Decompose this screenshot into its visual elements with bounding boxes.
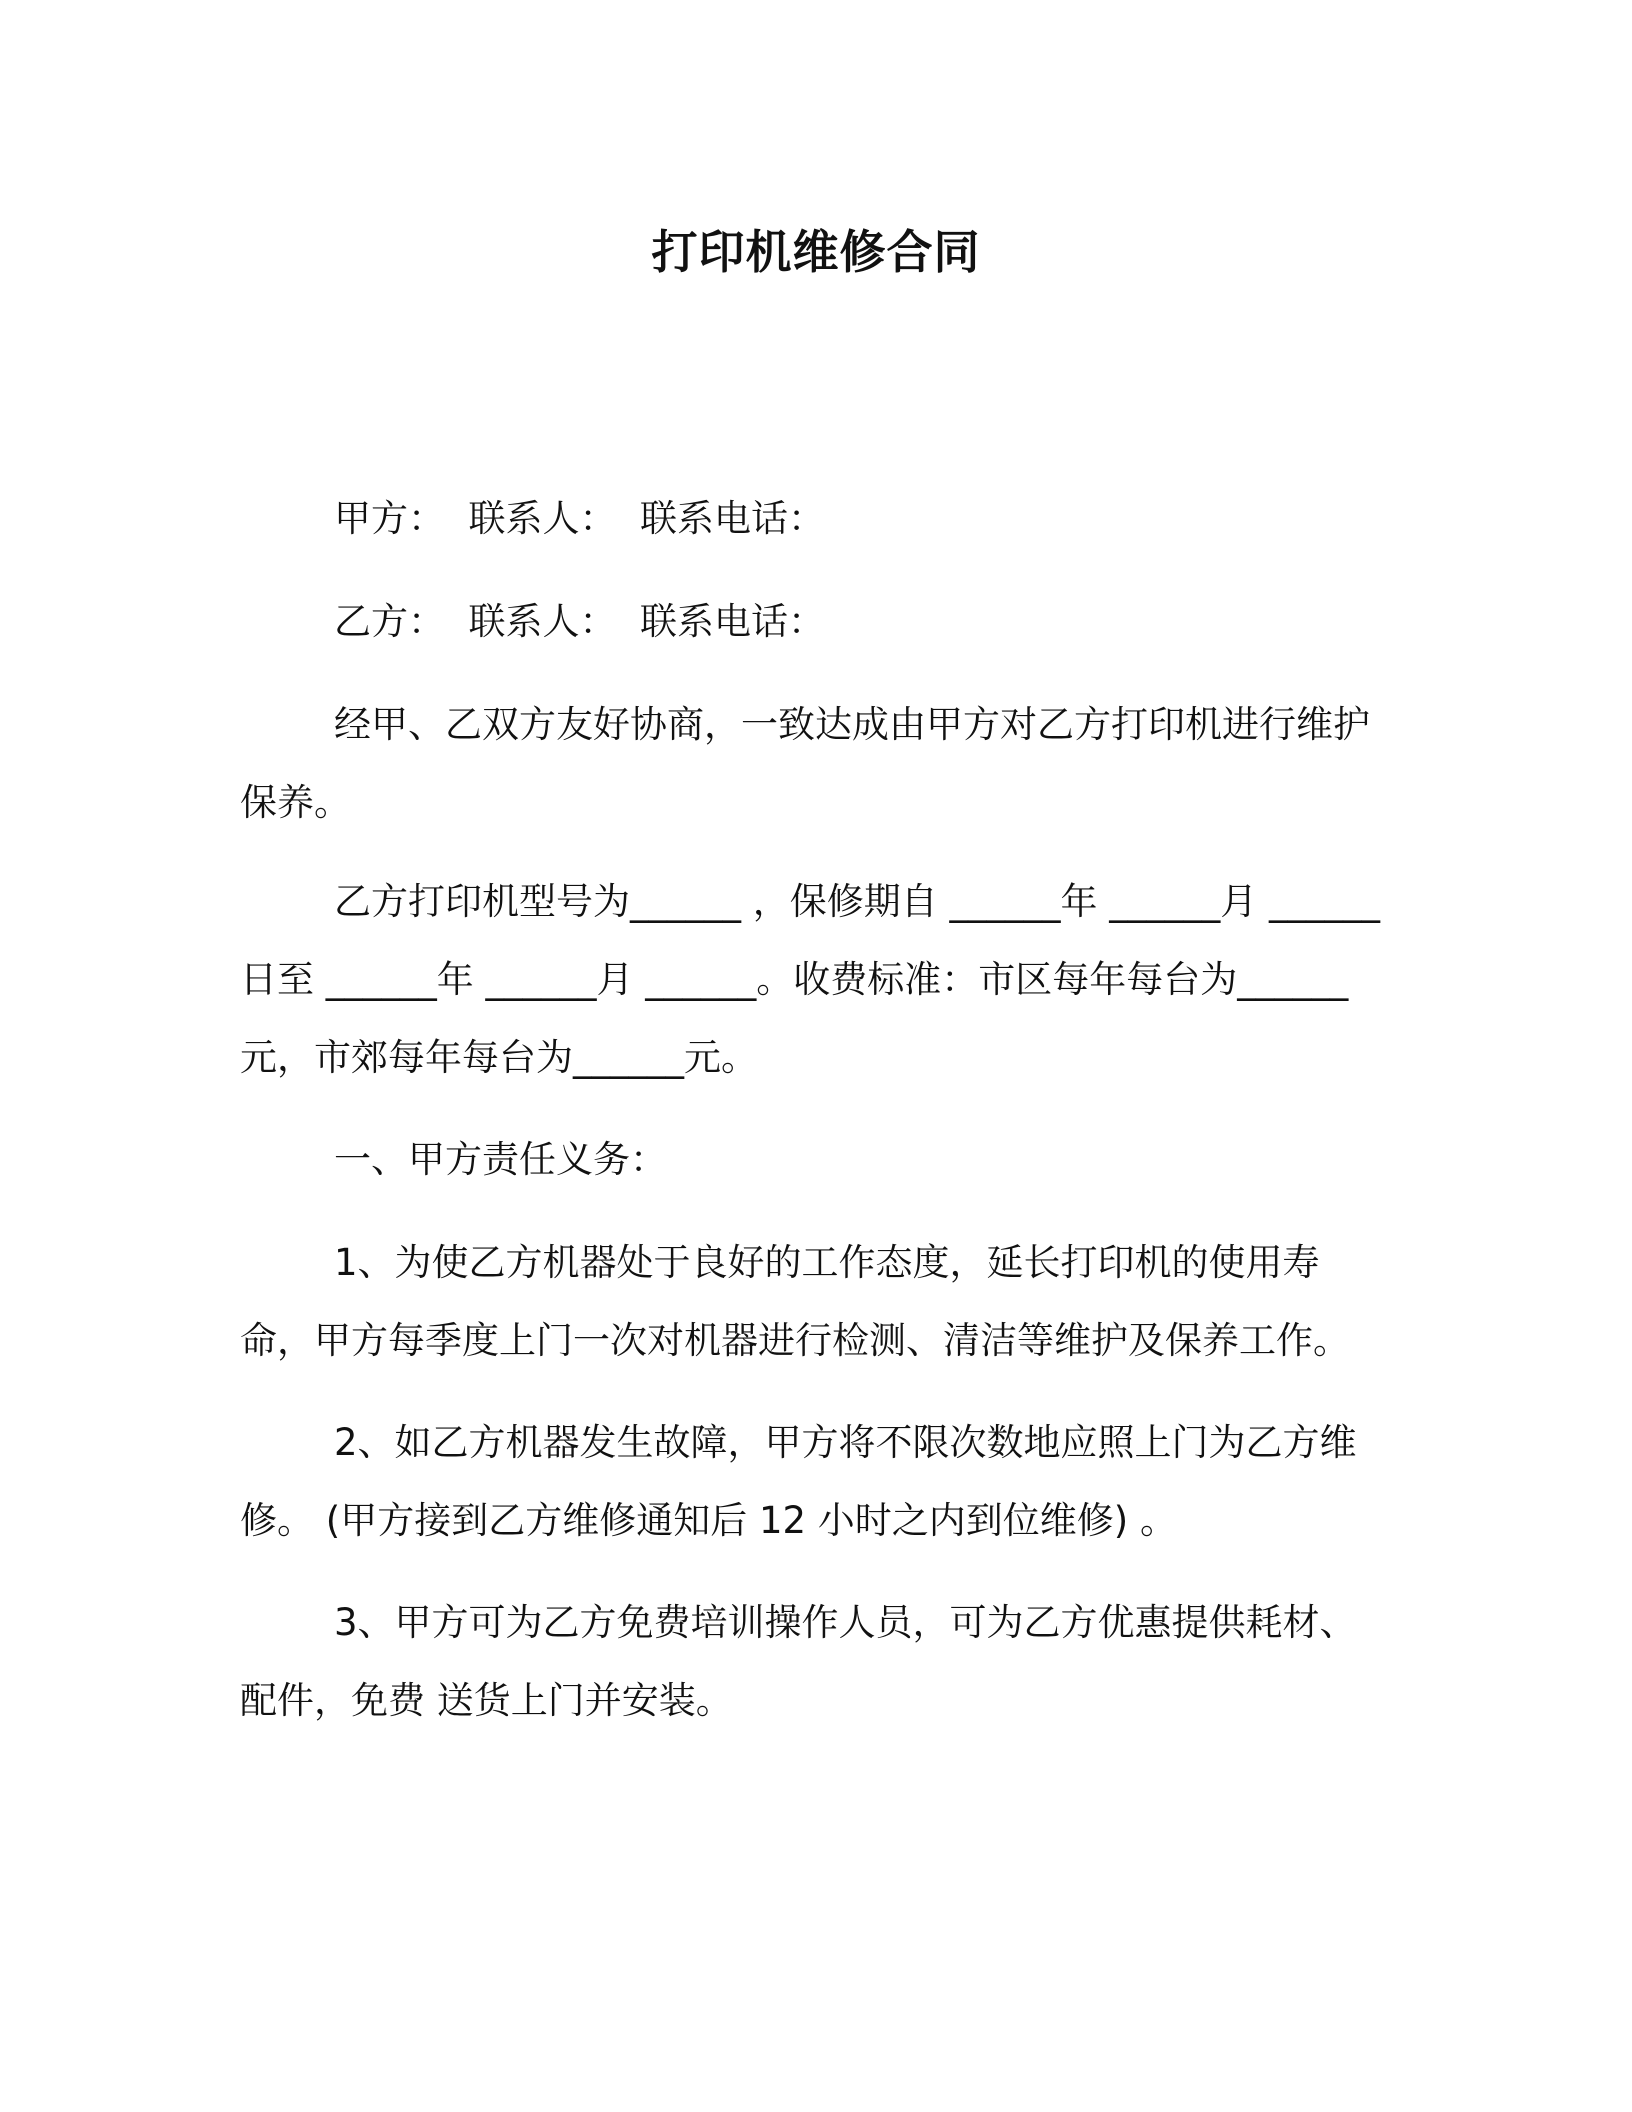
terms-paragraph: 乙方打印机型号为______ ，保修期自 ______年 ______月 ______日至 ______年 ______月 ______。收费标准：市区每年每台为______元，市郊每年每台为______元。 <box>240 880 1381 1079</box>
section-1-heading: 一、甲方责任义务： <box>334 1138 667 1181</box>
section-1-item-3: 3、甲方可为乙方免费培训操作人员，可为乙方优惠提供耗材、配件，免费 送货上门并安装。 <box>240 1601 1357 1722</box>
section-1-item-1: 1、为使乙方机器处于良好的工作态度，延长打印机的使用寿命，甲方每季度上门一次对机器进行检测、清洁等维护及保养工作。 <box>240 1241 1350 1362</box>
party-a-line: 甲方： 联系人： 联系电话： <box>334 497 826 540</box>
document-title: 打印机维修合同 <box>651 225 981 279</box>
party-b-line: 乙方： 联系人： 联系电话： <box>334 600 826 643</box>
section-1-item-2: 2、如乙方机器发生故障，甲方将不限次数地应照上门为乙方维修。 (甲方接到乙方维修通知后 12 小时之内到位维修) 。 <box>240 1421 1357 1542</box>
intro-paragraph: 经甲、乙双方友好协商，一致达成由甲方对乙方打印机进行维护保养。 <box>240 703 1370 824</box>
